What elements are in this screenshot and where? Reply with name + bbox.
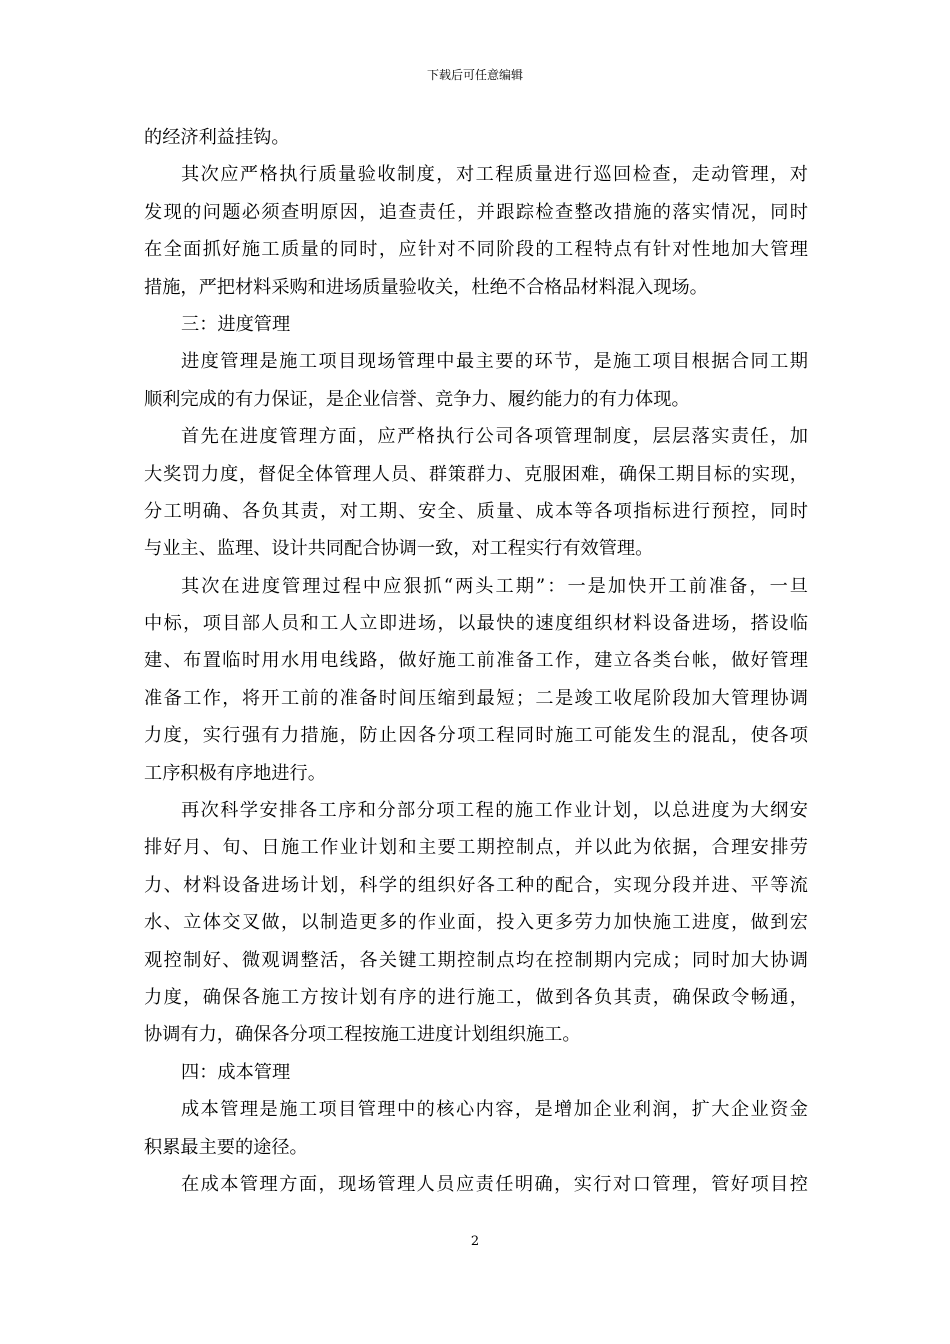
text-line: 工序积极有序地进行。 — [144, 762, 326, 784]
text-line: 再次科学安排各工序和分部分项工程的施工作业计划，以总进度为大纲安 — [181, 800, 808, 822]
paragraph — [144, 343, 808, 418]
text-line: 其次应严格执行质量验收制度，对工程质量进行巡回检查，走动管理，对 — [181, 164, 808, 186]
heading-text: 三：进度管理 — [181, 313, 291, 335]
text-line: 在全面抓好施工质量的同时，应针对不同阶段的工程特点有针对性地加大管理 — [144, 239, 808, 261]
text-line: 准备工作，将开工前的准备时间压缩到最短；二是竣工收尾阶段加大管理协调 — [144, 687, 808, 709]
text-line: 大奖罚力度，督促全体管理人员、群策群力、克服困难，确保工期目标的实现， — [144, 463, 808, 485]
text-line: 进度管理是施工项目现场管理中最主要的环节，是施工项目根据合同工期 — [181, 351, 808, 373]
text-line: 成本管理是施工项目管理中的核心内容，是增加企业利润，扩大企业资金 — [181, 1099, 808, 1121]
text-line: 水、立体交叉做，以制造更多的作业面，投入更多劳力加快施工进度，做到宏 — [144, 912, 808, 934]
text-line: 积累最主要的途径。 — [144, 1136, 308, 1158]
text-line: 建、布置临时用水用电线路，做好施工前准备工作，建立各类台帐，做好管理 — [144, 650, 808, 672]
text-line: 发现的问题必须查明原因，追查责任，并跟踪检查整改措施的落实情况，同时 — [144, 201, 808, 223]
text-line: 力度，实行强有力措施，防止因各分项工程同时施工可能发生的混乱，使各项 — [144, 725, 808, 747]
paragraph — [144, 119, 808, 156]
heading-text: 四：成本管理 — [181, 1061, 291, 1083]
page-number: 2 — [470, 1234, 480, 1249]
text-line: 排好月、旬、日施工作业计划和主要工期控制点，并以此为依据，合理安排劳 — [144, 837, 808, 859]
text-line: 其次在进度管理过程中应狠抓“两头工期”：一是加快开工前准备，一旦 — [181, 575, 808, 597]
paragraph — [144, 418, 808, 568]
paragraph — [144, 568, 808, 792]
text-line: 观控制好、微观调整活，各关键工期控制点均在控制期内完成；同时加大协调 — [144, 949, 808, 971]
text-line: 顺利完成的有力保证，是企业信誉、竞争力、履约能力的有力体现。 — [144, 388, 690, 410]
paragraph — [144, 792, 808, 1054]
paragraph — [144, 1091, 808, 1166]
document-body — [144, 119, 808, 1203]
paragraph — [144, 1166, 808, 1203]
text-line: 协调有力，确保各分项工程按施工进度计划组织施工。 — [144, 1024, 581, 1046]
section-heading — [144, 1054, 808, 1091]
text-line: 在成本管理方面，现场管理人员应责任明确，实行对口管理，管好项目控 — [181, 1173, 808, 1195]
text-line: 分工明确、各负其责，对工期、安全、质量、成本等各项指标进行预控，同时 — [144, 500, 808, 522]
section-heading — [144, 306, 808, 343]
text-line: 力、材料设备进场计划，科学的组织好各工种的配合，实现分段并进、平等流 — [144, 874, 808, 896]
text-line: 首先在进度管理方面，应严格执行公司各项管理制度，层层落实责任，加 — [181, 426, 808, 448]
page-header: 下载后可任意编辑 — [426, 68, 523, 82]
paragraph — [144, 156, 808, 306]
text-line: 与业主、监理、设计共同配合协调一致，对工程实行有效管理。 — [144, 538, 654, 560]
text-line: 中标，项目部人员和工人立即进场，以最快的速度组织材料设备进场，搭设临 — [144, 613, 808, 635]
text-line: 力度，确保各施工方按计划有序的进行施工，做到各负其责，确保政令畅通， — [144, 986, 808, 1008]
text-line: 的经济利益挂钩。 — [144, 127, 290, 148]
text-line: 措施，严把材料采购和进场质量验收关，杜绝不合格品材料混入现场。 — [144, 276, 708, 298]
